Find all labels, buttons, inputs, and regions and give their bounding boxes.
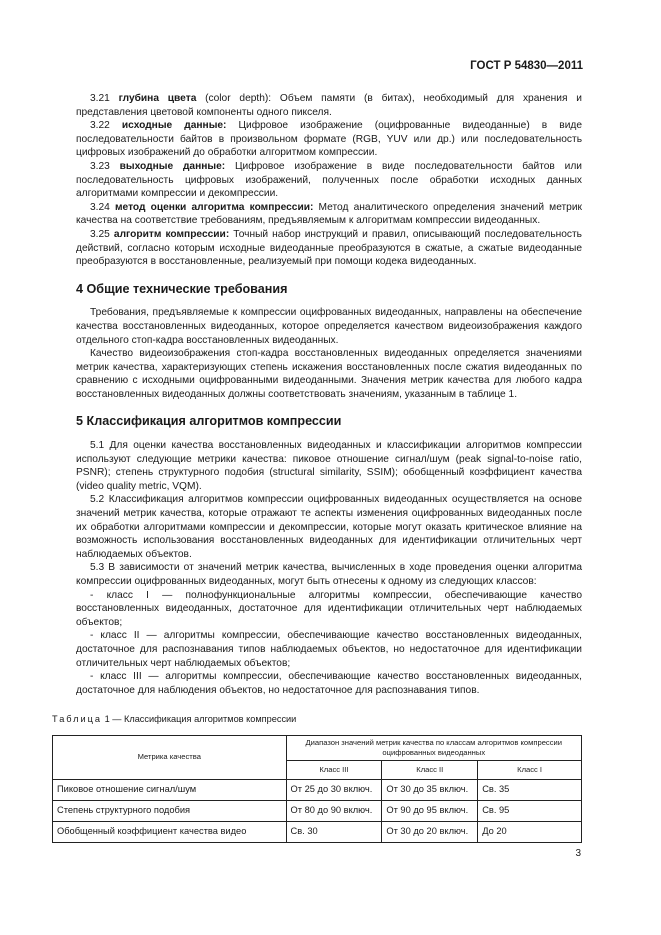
table-row <box>53 821 582 842</box>
definition-number: 3.25 <box>90 228 110 240</box>
definition-3-22 <box>76 119 582 160</box>
section-5-paragraph: 5.3 В зависимости от значений метрик качества, вычисленных в ходе проведения оценки алгоритма компрессии оцифрованных видеоданных, могут быть отнесены к одному из следующих классов: <box>76 562 582 587</box>
value-cell: До 20 <box>478 821 582 842</box>
definition-term: исходные данные: <box>121 120 227 132</box>
definition-term: метод оценки алгоритма компрессии: <box>115 201 314 213</box>
value-cell: Св. 95 <box>478 800 582 821</box>
header-class-i: Класс I <box>478 760 582 779</box>
table-caption-text: 1 — Классификация алгоритмов компрессии <box>102 714 297 725</box>
value-cell: Св. 30 <box>286 821 382 842</box>
class-list-item: - класс III — алгоритмы компрессии, обеспечивающие качество восстановленных видеоданных, достаточное для наблюдения объектов, но недостаточное для распознавания типов. <box>76 671 582 696</box>
value-cell: От 25 до 30 включ. <box>286 779 382 800</box>
header-range: Диапазон значений метрик качества по классам алгоритмов компрессии оцифрованных видеоданных <box>286 735 581 760</box>
class-list-item: - класс I — полнофункциональные алгоритмы компрессии, обеспечивающие качество восстановленных видеоданных, достаточное для идентификации отличительных черт наблюдаемых объектов; <box>76 589 582 628</box>
metric-cell: Пиковое отношение сигнал/шум <box>53 779 287 800</box>
definition-3-25 <box>76 228 582 269</box>
header-metric: Метрика качества <box>53 735 287 779</box>
metric-cell: Степень структурного подобия <box>53 800 287 821</box>
classification-table <box>52 735 582 843</box>
definition-text: Цифровое изображение в виде последовательности байтов или последовательность цифровых изображений, полученных после обработки исходных данных алгоритмами компрессии и декомпрессии. <box>76 160 582 200</box>
value-cell: От 80 до 90 включ. <box>286 800 382 821</box>
table-header-row <box>53 735 582 760</box>
metric-cell: Обобщенный коэффициент качества видео <box>53 821 287 842</box>
page-number: 3 <box>575 848 581 859</box>
header-class-ii: Класс II <box>382 760 478 779</box>
definition-number: 3.23 <box>90 160 110 172</box>
class-list-item: - класс II — алгоритмы компрессии, обеспечивающие качество восстановленных видеоданных, достаточное для распознавания типов наблюдаемых объектов, но недостаточное для идентификации отличительных черт наблюдаемых объектов; <box>76 630 582 669</box>
definition-number: 3.21 <box>90 93 110 104</box>
definition-text: (color depth): Объем памяти (в битах), необходимый для хранения и представления цветовой компоненты одного пикселя. <box>76 93 582 118</box>
header-class-iii: Класс III <box>286 760 382 779</box>
table-caption <box>52 713 582 727</box>
definition-number: 3.24 <box>90 201 110 213</box>
definition-text: Цифровое изображение (оцифрованные видеоданные) в виде последовательности байтов в произвольном формате (RGB, YUV или др.) или последовательность цифровых изображений до обработки алгоритмом компрессии. <box>76 120 582 159</box>
document-id-header: ГОСТ Р 54830—2011 <box>470 60 583 72</box>
definition-3-23 <box>76 160 582 201</box>
table-caption-prefix: Таблица <box>52 714 103 725</box>
definition-term: алгоритм компрессии: <box>113 228 230 240</box>
value-cell: От 30 до 20 включ. <box>382 821 478 842</box>
table-row <box>53 800 582 821</box>
definition-text: Точный набор инструкций и правил, описывающий последовательность действий, согласно которым исходные видеоданные преобразуются в сжатые, а сжатые видеоданные преобразуются в восстановленные, реализуемый при помощи кодека видеоданных. <box>76 228 582 268</box>
section-5-paragraph: 5.1 Для оценки качества восстановленных видеоданных и классификации алгоритмов компрессии используют следующие метрики качества: пиковое отношение сигнал/шум (peak signal-to-noise ratio, PSNR); степень структурного подобия (structural similarity, SSIM); обобщенный коэффициент качества (video quality metric, VQM). <box>76 440 582 492</box>
section-4-paragraph: Требования, предъявляемые к компрессии оцифрованных видеоданных, направлены на обеспечение качества восстановленных видеоданных, которое определяется качеством видеоизображения каждого отдельного стоп-кадра восстановленных видеоданных. <box>76 307 582 346</box>
document-body <box>52 92 582 843</box>
definition-3-24 <box>76 201 582 228</box>
section-5-paragraph: 5.2 Классификация алгоритмов компрессии оцифрованных видеоданных осуществляется на основе значений метрик качества, которые отражают те аспекты изменения оцифрованных видеоданных после их обработки алгоритмами компрессии и декомпрессии, которые могут оказать критическое влияние на возможность использования восстановленных видеоданных для идентификации отличительных черт наблюдаемых объектов. <box>76 494 582 560</box>
section-4-heading: 4 Общие технические требования <box>76 281 288 296</box>
definition-3-21 <box>76 92 582 119</box>
value-cell: От 90 до 95 включ. <box>382 800 478 821</box>
definition-term: глубина цвета <box>118 93 197 104</box>
value-cell: Св. 35 <box>478 779 582 800</box>
section-5-heading: 5 Классификация алгоритмов компрессии <box>76 414 342 429</box>
definition-text: Метод аналитического определения значений метрик качества на соответствие требованиям, предъявляемым к алгоритмам компрессии видеоданных. <box>76 201 582 227</box>
definition-term: выходные данные: <box>119 160 226 172</box>
value-cell: От 30 до 35 включ. <box>382 779 478 800</box>
definition-number: 3.22 <box>90 120 110 132</box>
section-4-paragraph: Качество видеоизображения стоп-кадра восстановленных видеоданных определяется значениями метрик качества, характеризующих степень искажения восстановленных после сжатия видеоданных по сравнению с исходными оцифрованными видеоданными. Значения метрик качества для любого кадра восстановленных видеоданных должны соответствовать значениям, указанным в таблице 1. <box>76 348 582 400</box>
table-row <box>53 779 582 800</box>
